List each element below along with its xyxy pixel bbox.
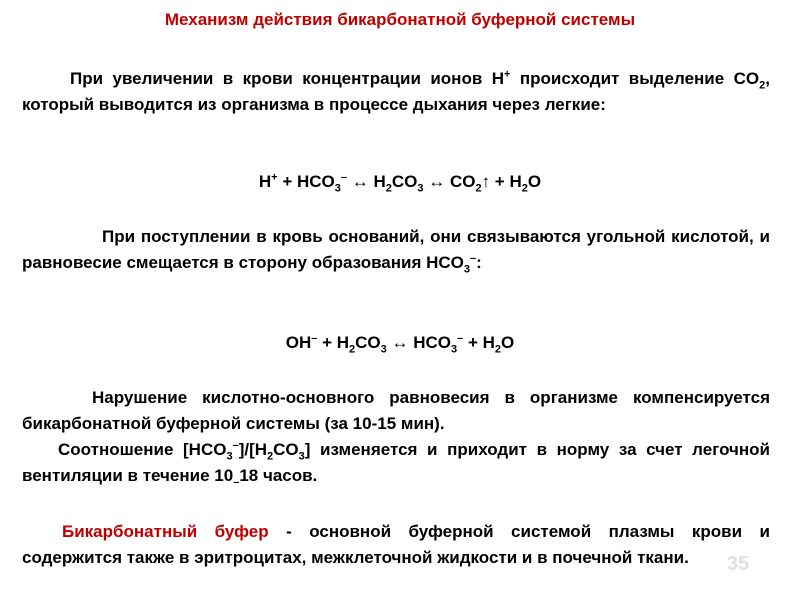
eq1-hco-sub: 3 — [334, 182, 341, 195]
eq1-co2-sub: 2 — [475, 182, 482, 195]
p4-text-c: CO — [273, 440, 299, 459]
p4-text-d: ] изменяется и приходит в норму за счет легочной вентиляции в течение 10 — [22, 440, 771, 485]
eq2-oh-sup: – — [311, 332, 318, 345]
eq2-hco-sup: – — [457, 332, 464, 345]
eq2-plus: + H — [317, 333, 350, 352]
p1-text-a: При увеличении в крови концентрации ионов H — [70, 69, 504, 88]
paragraph-base-intake — [22, 224, 770, 276]
eq2-o: O — [501, 333, 515, 352]
p2-sub: 3 — [463, 263, 471, 276]
p4-sub-b: 2 — [267, 450, 274, 463]
p4-text-b: ]/[H — [238, 440, 268, 459]
eq1-up: ↑ + H — [481, 172, 522, 191]
eq1-h-sup: + — [271, 171, 278, 184]
eq2-co3-sub: 3 — [380, 343, 387, 356]
p4-sup-a: – — [232, 439, 239, 452]
p2-text-a: При поступлении в кровь оснований, они связываются угольной кислотой, и равновесие смещается в сторону образования HCO — [22, 227, 770, 272]
slide-title: Механизм действия бикарбонатной буферной системы — [164, 10, 636, 29]
p1-sup: + — [504, 68, 511, 81]
p4-text-e: 18 часов. — [239, 466, 318, 485]
eq1-o: O — [527, 172, 542, 191]
eq1-co3-sub: 3 — [417, 182, 424, 195]
paragraph-ratio — [22, 437, 770, 489]
eq2-arrow: ↔ HCO — [386, 333, 451, 352]
p1-text-b: происходит выделение CO — [510, 69, 760, 88]
equation-1 — [0, 171, 800, 195]
eq1-co3: CO — [391, 172, 418, 191]
eq2-h2o-sub: 2 — [494, 343, 502, 356]
paragraph-co2-release — [22, 66, 770, 118]
p1-text-c: , который выводится из организма в процессе дыхания через легкие: — [22, 69, 770, 114]
p1-sub: 2 — [759, 79, 766, 92]
eq2-plus2: + H — [463, 333, 495, 352]
eq2-h2-sub: 2 — [349, 343, 356, 356]
p4-sub-d: – — [233, 476, 240, 489]
eq1-plus: + HCO — [277, 172, 335, 191]
eq1-h2-sub: 2 — [385, 182, 392, 195]
eq2-co3: CO — [355, 333, 381, 352]
page-number: 35 — [727, 553, 750, 575]
eq1-hco-sup: – — [340, 171, 348, 184]
paragraph-compensation: Нарушение кислотно-основного равновесия в организме компенсируется бикарбонатной буферной системы (за 10-15 мин). — [22, 388, 770, 433]
p4-sub-c: 3 — [298, 450, 305, 463]
eq1-arrow2: ↔ CO — [423, 172, 476, 191]
bicarbonate-buffer-term: Бикарбонатный буфер — [62, 522, 269, 541]
p2-sup: – — [470, 252, 477, 265]
p4-text-a: Соотношение [HCO — [58, 440, 227, 459]
paragraph-bicarbonate-buffer — [22, 519, 770, 571]
p4-sub-a: 3 — [226, 450, 233, 463]
p5-rest: - основной буферной системой плазмы крови и содержится также в эритроцитах, межклеточной жидкости и в почечной ткани. — [22, 522, 770, 567]
eq1-arrow1: ↔ H — [347, 172, 386, 191]
eq1-h: H — [258, 172, 272, 191]
p2-text-b: : — [476, 253, 482, 272]
eq1-h2o-sub: 2 — [521, 182, 528, 195]
equation-2 — [0, 332, 800, 356]
eq2-oh: OH — [285, 333, 312, 352]
eq2-hco-sub: 3 — [451, 343, 458, 356]
